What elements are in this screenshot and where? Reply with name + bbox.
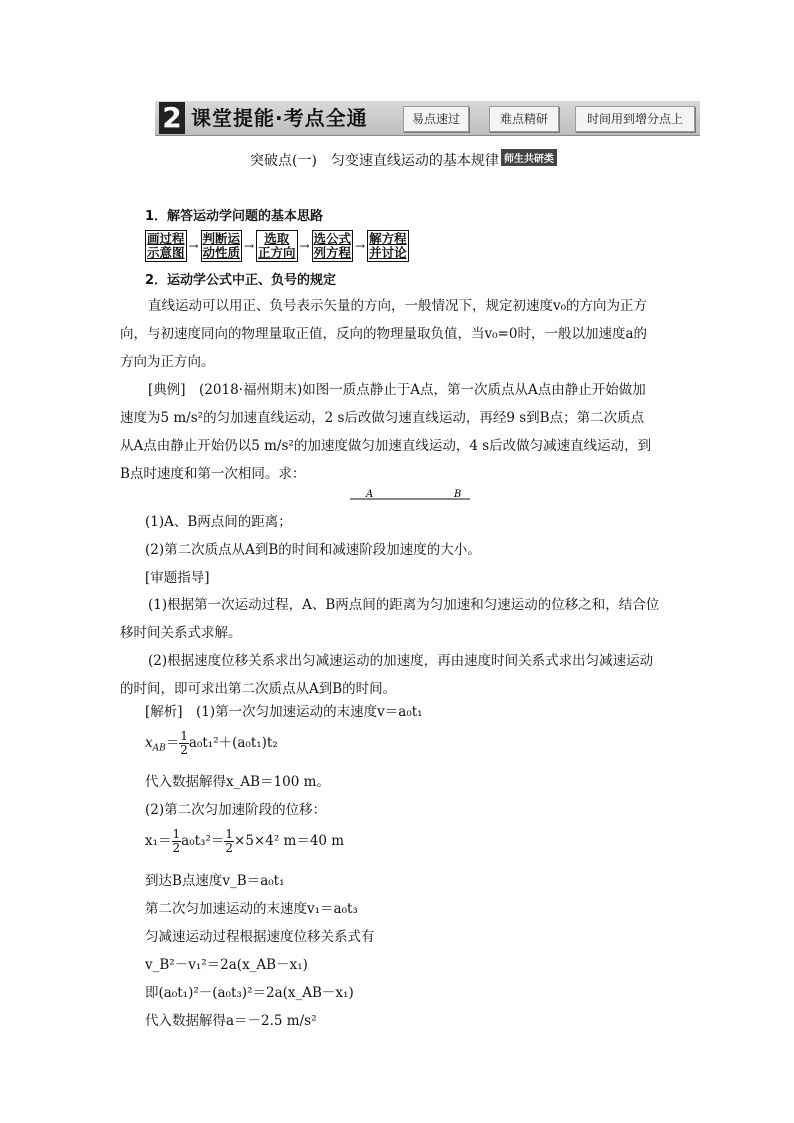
guidance-paragraph: (1)根据第一次运动过程，A、B两点间的距离为匀加速和匀速运动的位移之和，结合位 移时间关系式求解。 (2)根据速度位移关系求出匀减速运动的加速度，再由速度时间关系式求出匀减速运动 的时间，即可求出第二次质点从A到B的时间。 [120,597,660,697]
flow-step-5: 解方程 并讨论 [369,231,407,260]
fraction-half: $\frac{1}{2}$ [180,729,188,757]
solution-part-2: (2)第二次匀加速阶段的位移： [145,802,327,818]
flow-step-3: 选取 正方向 [258,231,296,260]
solution-intro: [解析] (1)第一次匀加速运动的末速度v＝a₀t₁ [145,704,423,720]
flow-arrow-icon: → [244,239,255,253]
section-badge: 师生共研类 [501,149,557,166]
flow-step-2: 判断运 动性质 [202,231,241,260]
example-paragraph: [典例] (2018·福州期末)如图一质点静止于A点，第一次质点从A点由静止开始做加 速度为5 m/s²的匀加速直线运动，2 s后改做匀速直线运动，再经9 s到B点；第二次质点 从A点由静止开始仍以5 m/s²的加速度做匀加速直线运动，4 s后改做匀减速直线运动，到 B点时速度和第一次相同。求： [120,382,652,482]
banner-button-score[interactable]: 时间用到增分点上 [575,106,695,132]
solution-line-vb: 到达B点速度v_B＝a₀t₁ [145,873,285,889]
solution-line-eq3: v_B²－v₁²＝2a(x_AB－x₁) [145,957,308,973]
thinking-flow [145,230,409,262]
equation-xab: $x_{AB}=$ $\frac{1}{2}$ a₀t₁²＋(a₀t₁)t₂ [145,729,278,757]
solution-line-eq4: 即(a₀t₁)²－(a₀t₃)²＝2a(x_AB－x₁) [145,985,354,1001]
section-banner [155,101,700,136]
result-1: 代入数据解得x_AB＝100 m。 [145,774,330,790]
figure-label-b: B [454,489,462,500]
question-2: (2)第二次质点从A到B的时间和减速阶段加速度的大小。 [145,542,481,558]
ab-line-figure [340,486,480,504]
banner-title: 课堂提能·考点全通 [191,106,368,130]
flow-arrow-icon: → [188,239,199,253]
item1-title: 1．解答运动学问题的基本思路 [145,209,324,224]
question-1: (1)A、B两点间的距离； [145,514,292,530]
banner-button-easy[interactable]: 易点速过 [403,106,469,132]
flow-arrow-icon: → [299,239,310,253]
section-heading [250,149,557,170]
figure-label-a: A [366,489,374,500]
solution-line-relation: 匀减速运动过程根据速度位移关系式有 [145,929,375,945]
solution-line-v1: 第二次匀加速运动的末速度v₁＝a₀t₃ [145,901,358,917]
flow-step-4: 选公式 列方程 [313,231,352,260]
item2-paragraph: 直线运动可以用正、负号表示矢量的方向，一般情况下，规定初速度v₀的方向为正方 向，与初速度同向的物理量取正值，反向的物理量取负值，当v₀=0时，一般以加速度a的 方向为正方向。 [120,298,648,370]
banner-number: 2 [159,102,185,134]
section-heading-text: 突破点(一) 匀变速直线运动的基本规律 [250,153,499,169]
flow-arrow-icon: → [355,239,366,253]
equation-x1: x₁＝ $\frac{1}{2}$ a₀t₃²＝ $\frac{1}{2}$ ×5×4² m＝40 m [145,827,345,855]
solution-line-result-a: 代入数据解得a＝－2.5 m/s² [145,1013,317,1029]
banner-button-hard[interactable]: 难点精研 [489,106,559,132]
flow-step-1: 画过程 示意图 [147,231,185,260]
guidance-title: [审题指导] [145,570,210,586]
item2-title: 2．运动学公式中正、负号的规定 [145,273,337,288]
